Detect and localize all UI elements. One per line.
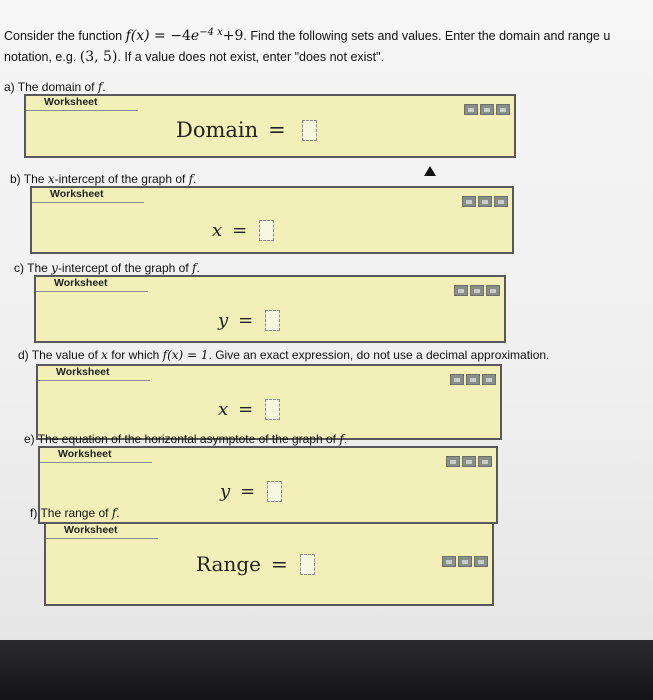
worksheet-title: Worksheet: [32, 188, 144, 203]
worksheet-f[interactable]: [44, 522, 494, 606]
intro-text: Consider the function: [4, 29, 126, 44]
answer-row-f: [196, 552, 315, 576]
worksheet-toolbar: [464, 104, 510, 116]
answer-row-e: [220, 481, 282, 502]
worksheet-title: Worksheet: [46, 524, 158, 539]
worksheet-button[interactable]: [470, 285, 484, 296]
worksheet-button[interactable]: [482, 374, 496, 385]
worksheet-title: Worksheet: [26, 96, 138, 111]
answer-input-range[interactable]: [300, 554, 315, 575]
worksheet-toolbar: [442, 556, 488, 568]
q-text: b) The: [10, 172, 48, 186]
worksheet-button[interactable]: [462, 196, 476, 207]
question-f-label: [30, 506, 120, 520]
q-text: f) The range of: [30, 506, 112, 520]
q-text: .: [116, 506, 120, 520]
question-e-label: [24, 432, 347, 446]
question-d-label: [18, 348, 549, 362]
q-var: f: [97, 80, 103, 94]
function-base: e: [190, 28, 200, 45]
answer-input-domain[interactable]: [302, 120, 317, 141]
worksheet-button[interactable]: [496, 104, 510, 115]
question-a-label: [4, 80, 106, 94]
equals-sign: =: [238, 399, 254, 420]
worksheet-button[interactable]: [458, 556, 472, 567]
equals-sign: =: [232, 220, 248, 241]
function-exponent: −4 x: [199, 27, 223, 38]
q-text: . Give an exact expression, do not use a decimal approximation.: [208, 348, 550, 362]
function-lhs: f(x) =: [125, 28, 171, 45]
worksheet-button[interactable]: [494, 196, 508, 207]
worksheet-toolbar: [446, 456, 492, 468]
worksheet-toolbar: [450, 374, 496, 386]
worksheet-button[interactable]: [446, 456, 460, 467]
worksheet-button[interactable]: [442, 556, 456, 567]
q-text: -intercept of the graph of: [57, 261, 192, 275]
intro-text-3: notation, e.g.: [4, 50, 80, 65]
q-text: .: [102, 80, 106, 94]
question-b-label: [10, 172, 196, 186]
worksheet-button[interactable]: [480, 104, 494, 115]
function-const: +9: [222, 28, 244, 45]
answer-input-x-intercept[interactable]: [259, 220, 274, 241]
q-var: f: [339, 432, 344, 446]
worksheet-button[interactable]: [474, 556, 488, 567]
equals-sign: =: [268, 118, 286, 142]
worksheet-title: Worksheet: [36, 277, 148, 292]
worksheet-button[interactable]: [478, 196, 492, 207]
worksheet-title: Worksheet: [38, 366, 150, 381]
worksheet-d[interactable]: [36, 364, 502, 440]
problem-statement: [4, 22, 653, 68]
worksheet-b[interactable]: [30, 186, 514, 254]
worksheet-c[interactable]: [34, 275, 506, 343]
answer-row-d: [218, 399, 280, 420]
q-text: a) The domain of: [4, 80, 98, 94]
mouse-cursor-icon: [424, 166, 436, 176]
function-coef: −4: [170, 28, 191, 45]
intro-text-2: . Find the following sets and values. Enter the domain and range u: [243, 29, 611, 44]
q-text: for which: [107, 348, 163, 362]
answer-row-a: [176, 118, 317, 142]
worksheet-button[interactable]: [486, 285, 500, 296]
answer-input-y-intercept[interactable]: [265, 310, 280, 331]
answer-label: y: [220, 481, 231, 502]
worksheet-button[interactable]: [454, 285, 468, 296]
worksheet-title: Worksheet: [40, 448, 152, 463]
answer-label: x: [212, 220, 223, 241]
question-c-label: [14, 261, 200, 275]
answer-label: Range: [196, 552, 261, 576]
q-var: x: [101, 348, 108, 362]
q-text: .: [196, 261, 200, 275]
answer-input-asymptote[interactable]: [267, 481, 282, 502]
answer-label: y: [218, 310, 229, 331]
intro-line-2: [4, 47, 653, 68]
answer-row-c: [218, 310, 280, 331]
q-var: f: [192, 261, 197, 275]
worksheet-toolbar: [454, 285, 500, 297]
q-var: x: [47, 172, 55, 186]
worksheet-a[interactable]: [24, 94, 516, 158]
q-text: .: [193, 172, 197, 186]
equals-sign: =: [270, 552, 288, 576]
q-text: d) The value of: [18, 348, 102, 362]
answer-input-x-value[interactable]: [265, 399, 280, 420]
worksheet-button[interactable]: [462, 456, 476, 467]
answer-row-b: [212, 220, 274, 241]
intro-text-4: . If a value does not exist, enter "does not exist".: [117, 50, 385, 65]
q-var: y: [51, 261, 58, 275]
q-text: -intercept of the graph of: [54, 172, 189, 186]
intro-line-1: [4, 22, 653, 47]
q-var: f: [188, 172, 194, 186]
equals-sign: =: [240, 481, 256, 502]
interval-example: (3, 5): [79, 49, 118, 66]
q-func: f(x) = 1: [162, 348, 209, 362]
answer-label: x: [218, 399, 229, 420]
worksheet-button[interactable]: [464, 104, 478, 115]
monitor-bezel: [0, 640, 653, 700]
worksheet-button[interactable]: [450, 374, 464, 385]
answer-label: Domain: [176, 118, 259, 142]
q-var: f: [111, 506, 117, 520]
q-text: e) The equation of the horizontal asymptote of the graph of: [24, 432, 340, 446]
worksheet-button[interactable]: [478, 456, 492, 467]
worksheet-button[interactable]: [466, 374, 480, 385]
q-text: .: [343, 432, 348, 446]
equals-sign: =: [238, 310, 254, 331]
worksheet-toolbar: [462, 196, 508, 208]
q-text: c) The: [14, 261, 52, 275]
